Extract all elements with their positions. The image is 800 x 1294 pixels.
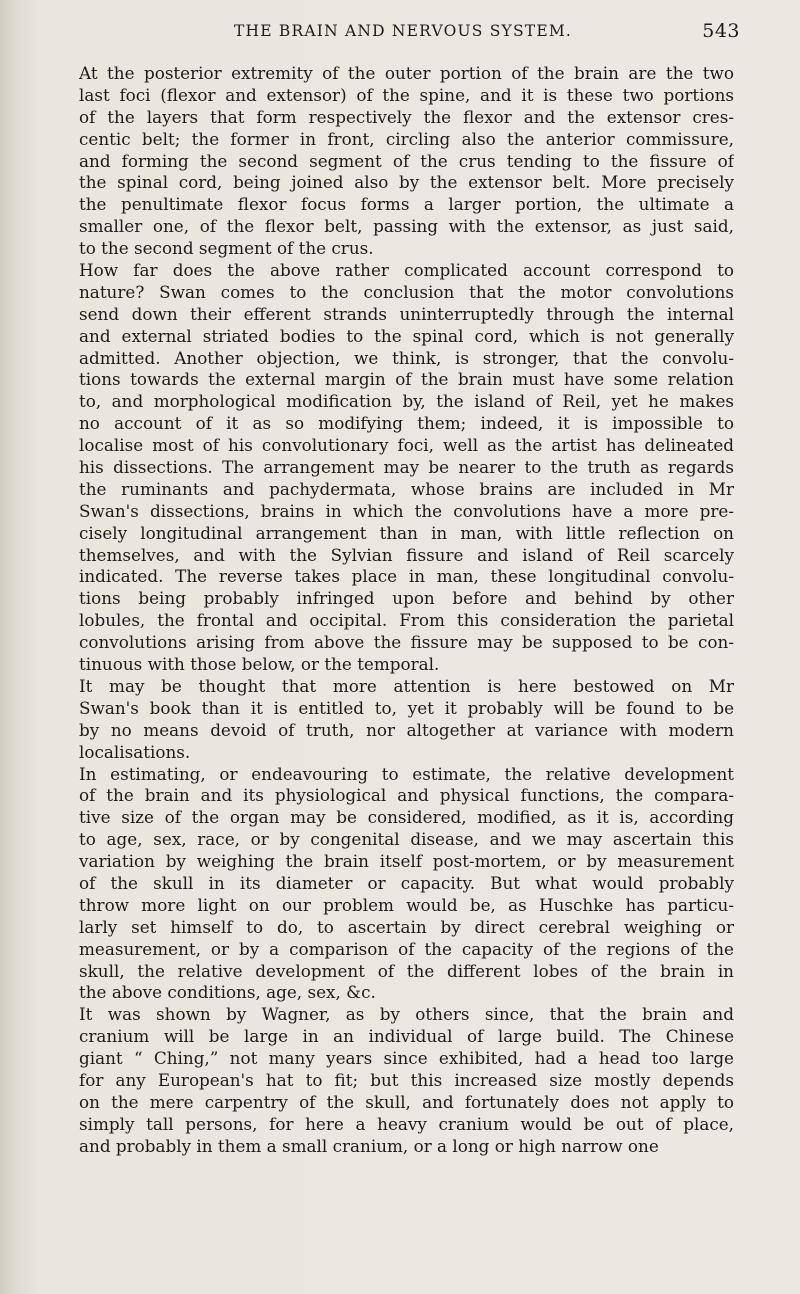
text-line: larly set himself to do, to ascertain by direct cerebral weighing or <box>79 916 734 937</box>
page-header <box>0 20 800 50</box>
text-line: At the posterior extremity of the outer portion of the brain are the two <box>79 63 734 83</box>
text-line: and probably in them a small cranium, or a long or high narrow one <box>79 1135 659 1156</box>
running-head: THE BRAIN AND NERVOUS SYSTEM. <box>234 22 573 40</box>
text-line: admitted. Another objection, we think, is stronger, that the convolu- <box>79 347 734 368</box>
text-line: lobules, the frontal and occipital. From this consideration the parietal <box>79 610 734 631</box>
text-line: the ruminants and pachydermata, whose brains are included in Mr <box>79 478 734 499</box>
text-line: the penultimate flexor focus forms a larger portion, the ultimate a <box>79 194 734 215</box>
text-line: throw more light on our problem would be, as Huschke has particu- <box>79 894 734 915</box>
text-line: of the skull in its diameter or capacity. But what would probably <box>79 872 734 893</box>
text-line: tions towards the external margin of the brain must have some relation <box>79 369 734 390</box>
text-line: his dissections. The arrangement may be nearer to the truth as regards <box>79 457 734 478</box>
text-line: How far does the above rather complicated account correspond to <box>79 260 734 281</box>
text-line: tive size of the organ may be considered, modified, as it is, according <box>79 807 734 828</box>
text-line: send down their efferent strands uninterruptedly through the internal <box>79 303 734 324</box>
text-line: the above conditions, age, sex, &c. <box>79 982 376 1003</box>
text-line: Swan's dissections, brains in which the convolutions have a more pre- <box>79 500 734 521</box>
text-line: simply tall persons, for here a heavy cranium would be out of place, <box>79 1113 734 1134</box>
text-line: by no means devoid of truth, nor altogether at variance with modern <box>79 719 734 740</box>
text-line: the spinal cord, being joined also by the extensor belt. More precisely <box>79 172 734 193</box>
text-line: measurement, or by a comparison of the capacity of the regions of the <box>79 938 734 959</box>
text-line: cisely longitudinal arrangement than in man, with little reflection on <box>79 522 734 543</box>
text-line: tions being probably infringed upon before and behind by other <box>79 588 734 609</box>
text-line: and forming the second segment of the crus tending to the fissure of <box>79 150 734 171</box>
text-line: centic belt; the former in front, circling also the anterior commissure, <box>79 128 734 149</box>
text-line: indicated. The reverse takes place in man, these longitudinal convolu- <box>79 566 734 587</box>
text-line: of the layers that form respectively the flexor and the extensor cres- <box>79 106 734 127</box>
text-line: localisations. <box>79 741 191 762</box>
text-line: for any European's hat to fit; but this increased size mostly depends <box>79 1069 734 1090</box>
text-line: tinuous with those below, or the temporal. <box>79 654 440 675</box>
text-line: last foci (flexor and extensor) of the spine, and it is these two portions <box>79 84 734 105</box>
text-line: smaller one, of the flexor belt, passing with the extensor, as just said, <box>79 216 734 237</box>
text-line: and external striated bodies to the spinal cord, which is not generally <box>79 325 734 346</box>
text-line: themselves, and with the Sylvian fissure and island of Reil scarcely <box>79 544 734 565</box>
text-line: to the second segment of the crus. <box>79 238 374 259</box>
text-line: It may be thought that more attention is here bestowed on Mr <box>79 675 734 696</box>
text-line: cranium will be large in an individual of large build. The Chinese <box>79 1026 734 1047</box>
text-line: to age, sex, race, or by congenital disease, and we may ascertain this <box>79 829 734 850</box>
text-line: no account of it as so modifying them; indeed, it is impossible to <box>79 413 734 434</box>
page-number: 543 <box>702 20 740 42</box>
text-line: nature? Swan comes to the conclusion that the motor convolutions <box>79 281 734 302</box>
text-line: giant “ Ching,” not many years since exhibited, had a head too large <box>79 1048 734 1069</box>
text-line: to, and morphological modification by, the island of Reil, yet he makes <box>79 391 734 412</box>
text-line: of the brain and its physiological and physical functions, the compara- <box>79 785 734 806</box>
text-line: on the mere carpentry of the skull, and fortunately does not apply to <box>79 1091 734 1112</box>
text-line: variation by weighing the brain itself post-mortem, or by measurement <box>79 851 734 872</box>
text-line: skull, the relative development of the different lobes of the brain in <box>79 960 734 981</box>
text-line: Swan's book than it is entitled to, yet it probably will be found to be <box>79 697 734 718</box>
text-line: localise most of his convolutionary foci, well as the artist has delineated <box>79 435 734 456</box>
text-line: In estimating, or endeavouring to estimate, the relative development <box>79 763 734 784</box>
text-line: It was shown by Wagner, as by others since, that the brain and <box>79 1004 734 1025</box>
text-line: convolutions arising from above the fissure may be supposed to be con- <box>79 632 734 653</box>
body-text <box>79 63 734 1158</box>
